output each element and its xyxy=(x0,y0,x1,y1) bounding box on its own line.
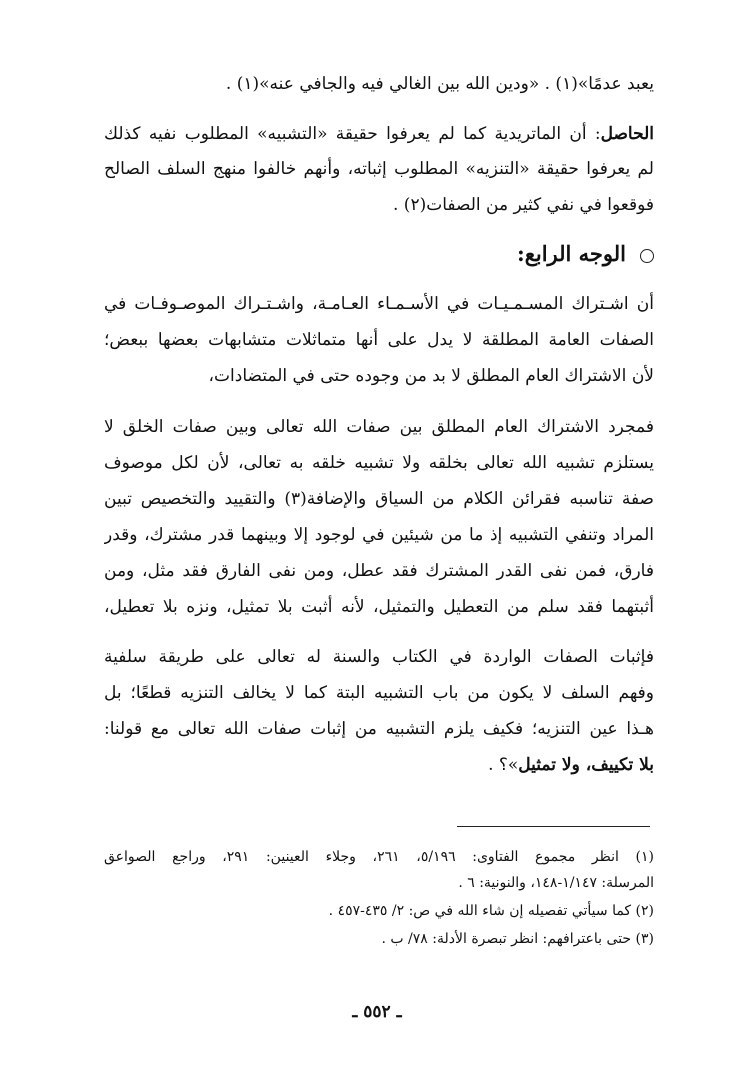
para4-line-1: فمجرد الاشتراك العام المطلق بين صفات الله تعالى وبين صفات الخلق لا xyxy=(104,417,654,437)
para4-line-3: صفة تناسبه فقرائن الكلام من السياق والإضافة(٣) والتقييد والتخصيص تبين xyxy=(104,489,654,509)
para5-line-1: فإثبات الصفات الواردة في الكتاب والسنة له تعالى على طريقة سلفية xyxy=(104,647,654,667)
footnote-1-line-2: المرسلة: ١/١٤٧-١٤٨، والنونية: ٦ . xyxy=(458,875,654,891)
para5-line-2: وفهم السلف لا يكون من باب التشبيه البتة كما لا يخالف التنزيه قطعًا؛ بل xyxy=(104,683,654,703)
para4-line-5: فارق، فمن نفى القدر المشترك فقد عطل، ومن نفى الفارق فقد مثل، ومن xyxy=(104,561,654,581)
circle-bullet-icon xyxy=(640,249,654,263)
footnote-3: (٣) حتى باعترافهم: انظر تبصرة الأدلة: ٧٨/ ب . xyxy=(381,931,654,947)
para5-line-4-end: »؟ . xyxy=(488,755,519,775)
para3-line-3: لأن الاشتراك العام المطلق لا بد من وجوده حتى في المتضادات، xyxy=(208,366,654,386)
para2-line-2: لم يعرفوا حقيقة «التنزيه» المطلوب إثباته، وأنهم خالفوا منهج السلف الصالح xyxy=(104,159,654,179)
para2-line-3: فوقعوا في نفي كثير من الصفات(٢) . xyxy=(393,195,654,215)
footnote-1-line-1: (١) انظر مجموع الفتاوى: ٥/١٩٦، ٢٦١، وجلاء العينين: ٢٩١، وراجع الصواعق xyxy=(104,849,654,865)
para5-line-4 xyxy=(104,753,654,777)
footnote-separator xyxy=(457,826,650,827)
body-line-1: يعبد عدمًا»(١) . «ودين الله بين الغالي فيه والجافي عنه»(١) . xyxy=(225,74,654,94)
para2-line-1-text: : أن الماتريدية كما لم يعرفوا حقيقة «التشبيه» المطلوب نفيه كذلك xyxy=(104,124,601,144)
para5-line-3: هـذا عين التنزيه؛ فكيف يلزم التشبيه من إثبات صفات الله تعالى مع قولنا: xyxy=(104,719,654,739)
para2-label: الحاصل xyxy=(600,124,654,144)
para5-bold-phrase: بلا تكييف، ولا تمثيل xyxy=(518,755,654,775)
footnote-2: (٢) كما سيأتي تفصيله إن شاء الله في ص: ٢/ ٤٣٥-٤٥٧ . xyxy=(328,903,654,919)
page-number: ـ ٥٥٢ ـ xyxy=(352,1002,402,1022)
section-heading-text: الوجه الرابع: xyxy=(516,241,626,266)
para4-line-2: يستلزم تشبيه الله تعالى بخلقه ولا تشبيه خلقه به تعالى، لأن لكل موصوف xyxy=(104,453,654,473)
section-heading xyxy=(104,240,654,268)
para3-line-1: أن اشـتراك المسـمـيـات في الأسـمـاء العـامـة، واشـتـراك الموصـوفـات في xyxy=(104,294,654,314)
para2-line-1 xyxy=(104,122,654,146)
para3-line-2: الصفات العامة المطلقة لا يدل على أنها متماثلات متشابهات بعضها ببعض؛ xyxy=(104,330,654,350)
para4-line-6: أثبتهما فقد سلم من التعطيل والتمثيل، لأنه أثبت بلا تمثيل، ونزه بلا تعطيل، xyxy=(104,597,654,617)
para4-line-4: المراد وتنفي التشبيه إذ ما من شيئين في لوجود إلا وبينهما قدر مشترك، وقدر xyxy=(104,525,654,545)
